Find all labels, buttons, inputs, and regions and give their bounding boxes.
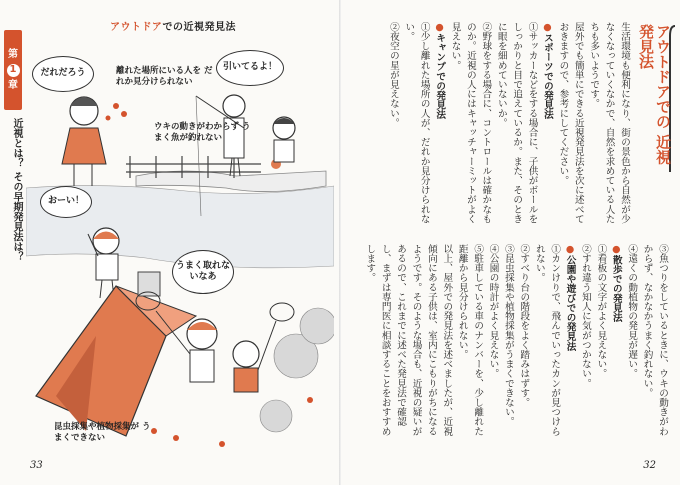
walk-item-2: ②すれ違う知人に気がつかない。	[579, 244, 591, 388]
park-item-4: ④公園の時計がよく見えない。	[487, 244, 499, 379]
sports-item-1: ①サッカーなどをする場合に、子供がボールをしっかりと目で追えているか。また、そのときに眼を細めていないか。	[495, 22, 538, 224]
walk-item-1: ①看板の文字がよく見えない。	[595, 244, 607, 379]
park-item-3: ③昆虫採集や植物採集がうまくできない。	[502, 244, 514, 427]
pond-bank	[136, 171, 326, 192]
body-upper	[386, 22, 633, 232]
heading-walk: ● 散歩での発見法	[608, 244, 623, 444]
outro-paragraph: 以上、屋外での発見法を述べましたが、近視傾向にある子供は、室内にこもりがちになるようです。そのような場合も、近視の疑いがあるので、これまでに述べた発見法で確認し、まずは専門医に相談することをおすすめします。	[364, 244, 453, 436]
tent	[36, 286, 196, 436]
girl-figure	[62, 97, 106, 186]
park-item-2: ②すべり台の階段をよく踏みはずす。	[518, 244, 530, 408]
park-item-1: ①カンけりで、飛んでいったカンが見つけられない。	[533, 244, 561, 436]
body-lower	[362, 244, 670, 444]
speech-bubble-who: だれだろう	[32, 56, 94, 92]
speech-bubble-hey: おーい！	[40, 186, 92, 218]
caption-float: ウキの動きがわからず うまく魚が釣れない	[154, 122, 251, 143]
caption-distance: 離れた場所にいる人を だれか見分けられない	[116, 66, 213, 87]
speech-bubble-hooked: 引いてるよ！	[216, 50, 284, 86]
illustration-drawing	[26, 36, 334, 456]
illustration-title	[110, 18, 236, 33]
intro-paragraph: 生活環境も便利になり、街の景色から自然が少なくなっていくなかで、自然を求めている人たちも多いようです。	[588, 22, 630, 224]
heading-sports: ● スポーツでの発見法	[540, 22, 555, 232]
camp-item-2: ②夜空の星が見えない。	[387, 22, 399, 128]
title-rest: での近視発見法	[162, 22, 236, 33]
chapter-title: 近視とは？ その早期発見法は？	[11, 118, 22, 262]
page-number-right: 32	[643, 460, 656, 471]
park-item-5: ⑤駐車している車のナンバーを、少し離れた距離から見分けられない。	[456, 244, 484, 436]
title-prefix: アウトドア	[110, 22, 163, 33]
page-number-left: 33	[30, 460, 43, 471]
right-page	[341, 0, 680, 485]
chapter-tab	[4, 30, 22, 110]
sports-item-2: ②野球をする場合に、コントロールは確かなものか。近視の人にはキャッチャーミットがよく見えない。	[449, 22, 492, 224]
caption-insects: 昆虫採集や植物採集が うまくできない	[54, 422, 151, 443]
intro-paragraph-2: 屋外でも簡単にできる近視発見法を次に述べておきますので、参考にしてください。	[557, 22, 584, 224]
boy-figure	[273, 117, 295, 162]
camp-item-3: ③魚つりをしているときに、ウキの動きがわからず、なかなかうまく釣れない。	[641, 244, 668, 436]
speech-bubble-catch: うまく取れないなあ	[172, 250, 234, 294]
heading-park: ● 公園や遊びでの発見法	[562, 244, 577, 444]
section-title: アウトドアでの 近視発見法	[637, 24, 672, 165]
heading-camp: ● キャンプでの発見法	[432, 22, 447, 232]
outdoor-illustration	[26, 36, 334, 456]
camp-item-4: ④遠くの動植物の発見が遅い。	[626, 244, 638, 379]
camp-item-1: ①少し離れた場所の人が、だれか見分けられない。	[403, 22, 430, 224]
chapter-number: 1	[7, 64, 20, 77]
left-page	[0, 0, 339, 485]
bushes	[260, 308, 334, 432]
chapter-label-top: 第	[8, 48, 18, 60]
chapter-label-bottom: 章	[8, 79, 18, 91]
section-title-block	[637, 24, 677, 174]
